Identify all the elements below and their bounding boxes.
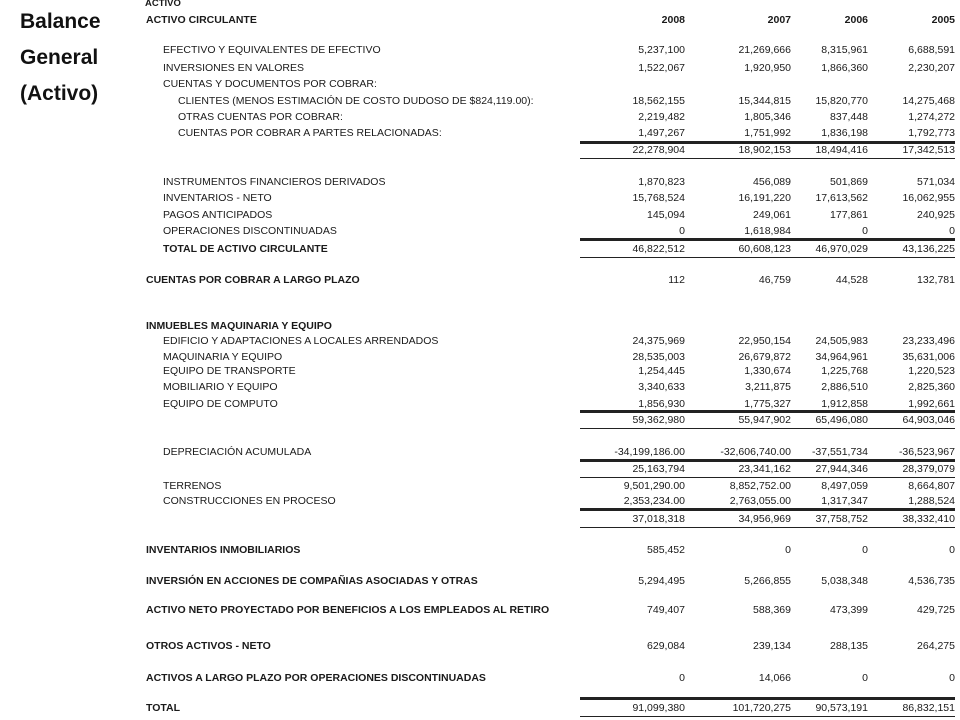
- value-2007: 239,134: [753, 640, 791, 652]
- value-2007: 55,947,902: [738, 414, 791, 426]
- value-2007: 8,852,752.00: [729, 480, 791, 492]
- value-2006: -37,551,734: [811, 446, 868, 458]
- value-2007: 26,679,872: [738, 351, 791, 363]
- table-row: [140, 334, 955, 348]
- value-2005: 4,536,735: [908, 575, 955, 587]
- value-2008: 2,353,234.00: [623, 495, 685, 507]
- value-2008: 1,522,067: [638, 62, 685, 74]
- value-2006: 1,225,768: [821, 365, 868, 377]
- value-2006: 65,496,080: [815, 414, 868, 426]
- year-header: 2006: [844, 14, 868, 26]
- table-row: [140, 380, 955, 394]
- value-2006: 1,836,198: [821, 127, 868, 139]
- value-2007: -32,606,740.00: [720, 446, 791, 458]
- value-2006: 288,135: [830, 640, 868, 652]
- table-row: [140, 603, 955, 617]
- row-label: EQUIPO DE COMPUTO: [163, 398, 278, 410]
- row-label: MOBILIARIO Y EQUIPO: [163, 381, 278, 393]
- row-label: ACTIVOS A LARGO PLAZO POR OPERACIONES DISCONTINUADAS: [146, 672, 486, 684]
- value-2007: 1,805,346: [744, 111, 791, 123]
- value-2005: 264,275: [917, 640, 955, 652]
- row-label: TOTAL DE ACTIVO CIRCULANTE: [163, 243, 328, 255]
- table-row: [140, 494, 955, 508]
- value-2008: 1,870,823: [638, 176, 685, 188]
- value-2008: 59,362,980: [632, 414, 685, 426]
- value-2007: 60,608,123: [738, 243, 791, 255]
- value-2008: 25,163,794: [632, 463, 685, 475]
- table-row: [140, 319, 955, 333]
- value-2005: 1,992,661: [908, 398, 955, 410]
- value-2006: 0: [862, 544, 868, 556]
- row-label: INVERSIÓN EN ACCIONES DE COMPAÑIAS ASOCIADAS Y OTRAS: [146, 575, 478, 587]
- value-2006: 8,315,961: [821, 44, 868, 56]
- value-2008: 46,822,512: [632, 243, 685, 255]
- row-label: ACTIVO NETO PROYECTADO POR BENEFICIOS A LOS EMPLEADOS AL RETIRO: [146, 604, 550, 616]
- table-row: [140, 61, 955, 75]
- value-2006: 5,038,348: [821, 575, 868, 587]
- value-2005: 86,832,151: [902, 702, 955, 714]
- value-2007: 1,751,992: [744, 127, 791, 139]
- value-2008: 3,340,633: [638, 381, 685, 393]
- slide-title-line-1: Balance: [20, 10, 101, 33]
- value-2006: 18,494,416: [815, 144, 868, 156]
- value-2005: 28,379,079: [902, 463, 955, 475]
- row-label: CUENTAS POR COBRAR A PARTES RELACIONADAS:: [178, 127, 442, 139]
- row-label: INMUEBLES MAQUINARIA Y EQUIPO: [146, 320, 332, 332]
- row-label: EDIFICIO Y ADAPTACIONES A LOCALES ARRENDADOS: [163, 335, 439, 347]
- table-row: [140, 397, 955, 411]
- row-label: INVENTARIOS - NETO: [163, 192, 272, 204]
- value-2005: 35,631,006: [902, 351, 955, 363]
- value-2005: 132,781: [917, 274, 955, 286]
- table-row: [140, 43, 955, 57]
- slide-title: [20, 4, 120, 112]
- value-2005: 16,062,955: [902, 192, 955, 204]
- value-2007: 5,266,855: [744, 575, 791, 587]
- value-2006: 37,758,752: [815, 513, 868, 525]
- value-2008: 5,237,100: [638, 44, 685, 56]
- year-header: 2007: [767, 14, 791, 26]
- table-row: [140, 126, 955, 140]
- table-row: [140, 639, 955, 653]
- value-2007: 22,950,154: [738, 335, 791, 347]
- row-label: INVENTARIOS INMOBILIARIOS: [146, 544, 301, 556]
- table-row: [140, 671, 955, 685]
- divider-rule: [580, 716, 955, 717]
- value-2008: 629,084: [647, 640, 685, 652]
- table-row: [140, 445, 955, 459]
- grand-total-row: [140, 701, 955, 715]
- value-2006: 8,497,059: [821, 480, 868, 492]
- row-label: INVERSIONES EN VALORES: [163, 62, 305, 74]
- row-label: EFECTIVO Y EQUIVALENTES DE EFECTIVO: [163, 44, 381, 56]
- value-2008: 91,099,380: [632, 702, 685, 714]
- row-label: INSTRUMENTOS FINANCIEROS DERIVADOS: [163, 176, 386, 188]
- divider-rule: [580, 428, 955, 429]
- value-2006: 837,448: [830, 111, 868, 123]
- row-label: OTRAS CUENTAS POR COBRAR:: [178, 111, 343, 123]
- value-2005: 23,233,496: [902, 335, 955, 347]
- value-2008: 145,094: [647, 209, 685, 221]
- value-2008: 18,562,155: [632, 95, 685, 107]
- table-row: [140, 110, 955, 124]
- value-2005: 0: [949, 544, 955, 556]
- row-label: TERRENOS: [163, 480, 222, 492]
- section-label: ACTIVO: [145, 0, 181, 9]
- value-2005: 38,332,410: [902, 513, 955, 525]
- value-2008: 28,535,003: [632, 351, 685, 363]
- slide-title-line-3: (Activo): [20, 82, 99, 105]
- row-label: OTROS ACTIVOS - NETO: [146, 640, 271, 652]
- value-2006: 2,886,510: [821, 381, 868, 393]
- year-header: 2008: [661, 14, 685, 26]
- value-2007: 18,902,153: [738, 144, 791, 156]
- table-row: [140, 224, 955, 238]
- value-2007: 1,618,984: [744, 225, 791, 237]
- year-header: 2005: [931, 14, 955, 26]
- value-2008: 9,501,290.00: [623, 480, 685, 492]
- value-2008: 0: [679, 225, 685, 237]
- divider-rule: [580, 158, 955, 159]
- subtotal-row: [140, 512, 955, 526]
- header-row: [140, 13, 955, 27]
- table-row: [140, 350, 955, 364]
- divider-rule: [580, 257, 955, 258]
- value-2008: -34,199,186.00: [614, 446, 685, 458]
- subtotal-row: [140, 413, 955, 427]
- table-row: [140, 94, 955, 108]
- value-2008: 24,375,969: [632, 335, 685, 347]
- table-row: [140, 364, 955, 378]
- value-2008: 1,497,267: [638, 127, 685, 139]
- value-2006: 15,820,770: [815, 95, 868, 107]
- value-2007: 3,211,875: [745, 381, 791, 393]
- value-2008: 585,452: [647, 544, 685, 556]
- value-2008: 5,294,495: [638, 575, 685, 587]
- row-label: MAQUINARIA Y EQUIPO: [163, 351, 283, 363]
- value-2007: 15,344,815: [738, 95, 791, 107]
- value-2007: 14,066: [758, 672, 791, 684]
- divider-rule: [580, 527, 955, 528]
- value-2005: 14,275,468: [902, 95, 955, 107]
- value-2006: 46,970,029: [815, 243, 868, 255]
- value-2007: 2,763,055.00: [729, 495, 791, 507]
- row-label: CUENTAS Y DOCUMENTOS POR COBRAR:: [163, 78, 377, 90]
- subtotal-row: [140, 143, 955, 157]
- value-2005: 43,136,225: [902, 243, 955, 255]
- row-label: PAGOS ANTICIPADOS: [163, 209, 273, 221]
- table-row: [140, 479, 955, 493]
- value-2008: 37,018,318: [632, 513, 685, 525]
- value-2007: 101,720,275: [732, 702, 791, 714]
- value-2005: 1,792,773: [908, 127, 955, 139]
- table-row: [140, 208, 955, 222]
- value-2008: 22,278,904: [632, 144, 685, 156]
- value-2006: 1,866,360: [821, 62, 868, 74]
- value-2008: 1,856,930: [638, 398, 685, 410]
- value-2007: 23,341,162: [738, 463, 791, 475]
- divider-rule: [580, 238, 955, 241]
- value-2005: 2,825,360: [908, 381, 955, 393]
- value-2006: 24,505,983: [815, 335, 868, 347]
- value-2007: 588,369: [753, 604, 791, 616]
- value-2007: 0: [785, 544, 791, 556]
- value-2007: 16,191,220: [738, 192, 791, 204]
- value-2006: 90,573,191: [815, 702, 868, 714]
- value-2007: 249,061: [753, 209, 791, 221]
- value-2006: 44,528: [835, 274, 868, 286]
- total-row: [140, 242, 955, 256]
- value-2007: 34,956,969: [738, 513, 791, 525]
- divider-rule: [580, 477, 955, 478]
- value-2008: 15,768,524: [632, 192, 685, 204]
- value-2006: 473,399: [830, 604, 868, 616]
- divider-rule: [580, 508, 955, 511]
- divider-rule: [580, 697, 955, 700]
- value-2005: 64,903,046: [902, 414, 955, 426]
- table-row: [140, 574, 955, 588]
- row-label: DEPRECIACIÓN ACUMULADA: [163, 446, 312, 458]
- row-label: TOTAL: [146, 702, 181, 714]
- value-2005: 2,230,207: [908, 62, 955, 74]
- row-label: CLIENTES (MENOS ESTIMACIÓN DE COSTO DUDOSO DE $824,119.00):: [178, 95, 534, 107]
- value-2006: 17,613,562: [815, 192, 868, 204]
- value-2005: 6,688,591: [908, 44, 955, 56]
- value-2005: 1,220,523: [908, 365, 955, 377]
- value-2005: 1,274,272: [908, 111, 955, 123]
- slide-title-line-2: General: [20, 46, 99, 69]
- value-2006: 27,944,346: [815, 463, 868, 475]
- value-2008: 0: [679, 672, 685, 684]
- value-2008: 112: [668, 274, 685, 286]
- value-2005: -36,523,967: [898, 446, 955, 458]
- row-label: CUENTAS POR COBRAR A LARGO PLAZO: [146, 274, 360, 286]
- value-2006: 501,869: [830, 176, 868, 188]
- value-2007: 46,759: [758, 274, 791, 286]
- value-2008: 2,219,482: [638, 111, 685, 123]
- value-2005: 0: [949, 672, 955, 684]
- row-label: EQUIPO DE TRANSPORTE: [163, 365, 296, 377]
- value-2008: 749,407: [647, 604, 685, 616]
- value-2005: 240,925: [917, 209, 955, 221]
- header-label: ACTIVO CIRCULANTE: [146, 14, 257, 26]
- value-2008: 1,254,445: [638, 365, 685, 377]
- balance-sheet-document: [140, 0, 955, 720]
- value-2007: 456,089: [753, 176, 791, 188]
- value-2007: 1,330,674: [744, 365, 791, 377]
- subtotal-row: [140, 462, 955, 476]
- value-2007: 21,269,666: [738, 44, 791, 56]
- value-2005: 1,288,524: [908, 495, 955, 507]
- value-2007: 1,775,327: [744, 398, 791, 410]
- value-2005: 8,664,807: [908, 480, 955, 492]
- row-label: OPERACIONES DISCONTINUADAS: [163, 225, 337, 237]
- table-row: [140, 175, 955, 189]
- row-label: CONSTRUCCIONES EN PROCESO: [163, 495, 336, 507]
- value-2005: 429,725: [917, 604, 955, 616]
- value-2006: 0: [862, 225, 868, 237]
- value-2005: 571,034: [917, 176, 955, 188]
- value-2006: 34,964,961: [815, 351, 868, 363]
- value-2006: 177,861: [830, 209, 868, 221]
- table-row: [140, 191, 955, 205]
- value-2005: 17,342,513: [902, 144, 955, 156]
- table-row: [140, 273, 955, 287]
- value-2007: 1,920,950: [744, 62, 791, 74]
- value-2005: 0: [949, 225, 955, 237]
- value-2006: 1,317,347: [821, 495, 868, 507]
- value-2006: 1,912,858: [821, 398, 868, 410]
- value-2006: 0: [862, 672, 868, 684]
- table-row: [140, 77, 955, 91]
- table-row: [140, 543, 955, 557]
